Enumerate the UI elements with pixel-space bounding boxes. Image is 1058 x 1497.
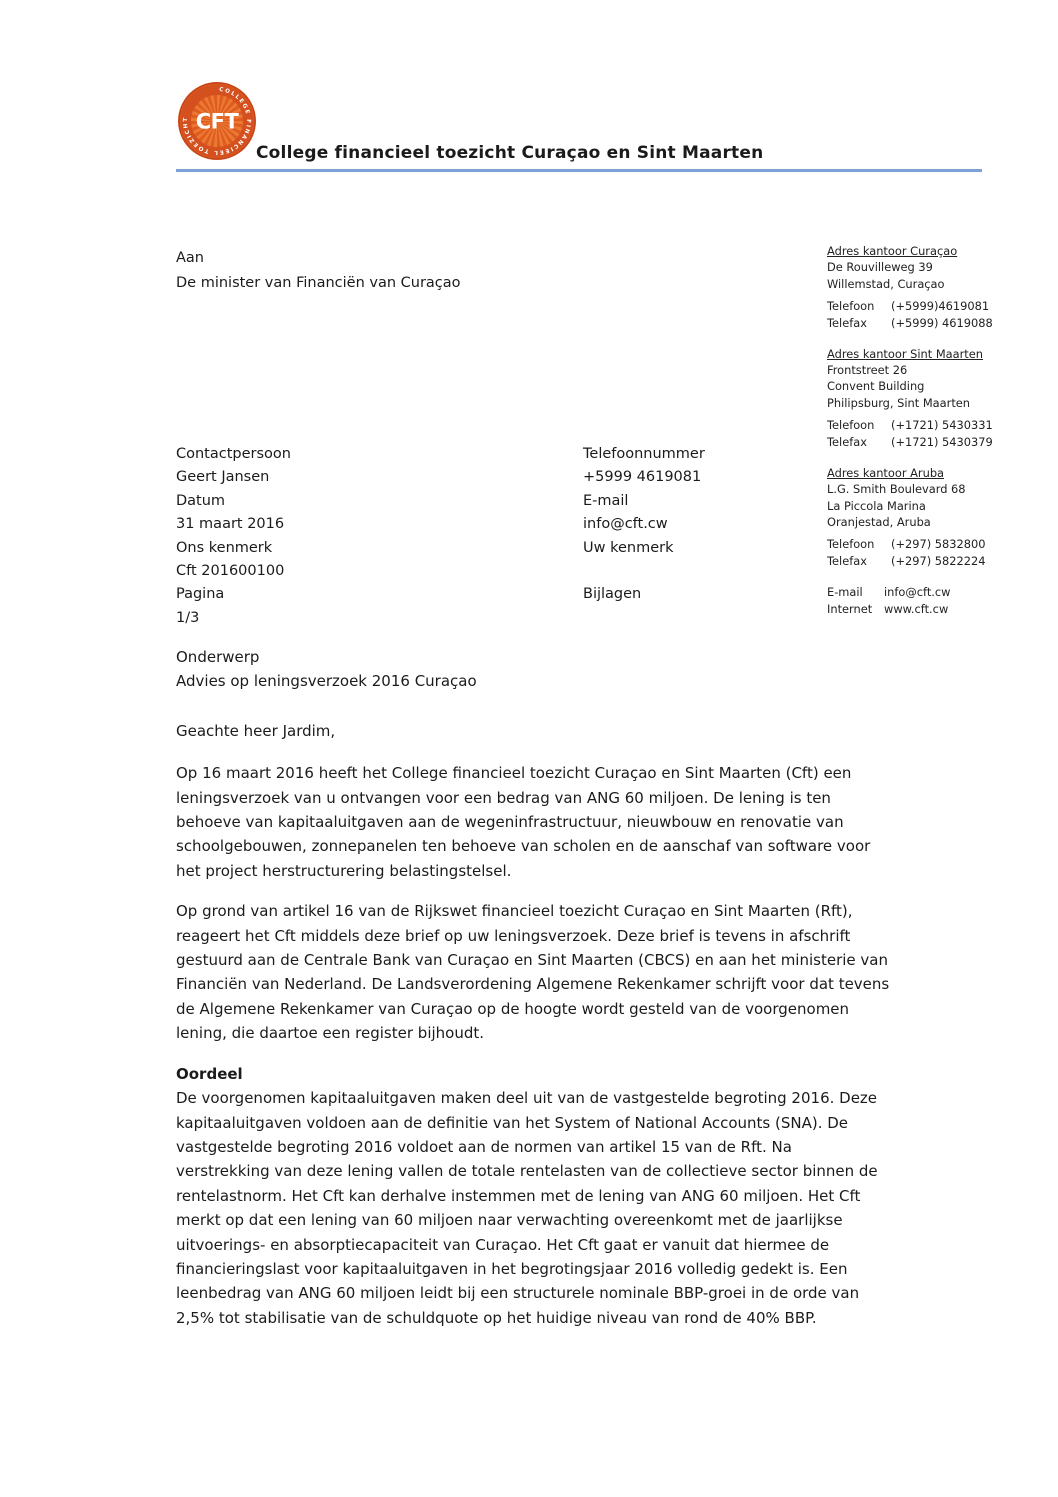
meta-label: Datum (176, 492, 226, 509)
office-address-line: Philipsburg, Sint Maarten (827, 395, 971, 410)
page-title: College financieel toezicht Curaçao en Sint Maarten (256, 143, 764, 163)
salutation: Geachte heer Jardim, (176, 721, 336, 740)
meta-value (583, 607, 903, 630)
office-address-line: Frontstreet 26 (827, 363, 908, 378)
recipient-label: Aan (176, 250, 204, 266)
meta-column-left (176, 443, 566, 630)
contact-value: (+1721) 5430331 (891, 418, 993, 433)
subject-value: Advies op leningsverzoek 2016 Curaçao (176, 672, 477, 691)
header-rule (176, 169, 982, 172)
meta-label: E-mail (583, 492, 629, 509)
office-block-curacao (827, 243, 999, 332)
office-address-line: De Rouvilleweg 39 (827, 260, 933, 275)
logo-ring-text: COLLEGE FINANCIEEL TOEZICHT (182, 86, 252, 156)
meta-column-right (583, 443, 903, 630)
body-paragraph-2: Op grond van artikel 16 van de Rijkswet financieel toezicht Curaçao en Sint Maarten (Rft), reageert het Cft middels deze brief op uw leningsverzoek. Deze brief is tevens in afschrift gestuurd aan de Centrale Bank van Curaçao en Sint Maarten (CBCS) en aan het ministerie van Financiën van Nederland. De Landsverordening Algemene Rekenkamer schrijft voor dat tevens de Algemene Rekenkamer van Curaçao op de hoogte wordt gesteld van de voorgenomen lening, die daartoe een register bijhoudt. (176, 902, 890, 1043)
office-title: Adres kantoor Aruba (827, 466, 945, 481)
section-heading-oordeel: Oordeel (176, 1064, 243, 1083)
subject-label: Onderwerp (176, 648, 260, 666)
meta-label: Bijlagen (583, 586, 642, 603)
office-title: Adres kantoor Sint Maarten (827, 346, 983, 361)
contact-value: (+5999)4619081 (891, 298, 990, 313)
logo-abbr: CFT (195, 109, 239, 134)
office-contact-row (827, 315, 999, 332)
letter-body (176, 645, 890, 1330)
meta-value: 1/3 (176, 609, 200, 626)
contact-label: E-mail (827, 585, 863, 600)
contact-label: Telefax (827, 315, 867, 330)
contact-value: www.cft.cw (884, 602, 949, 617)
recipient-block (176, 246, 461, 295)
office-title: Adres kantoor Curaçao (827, 244, 958, 258)
contact-label: Telefoon (827, 537, 875, 552)
contact-label: Internet (827, 602, 873, 617)
office-contact-row (827, 298, 999, 315)
logo-overlay (178, 82, 256, 160)
body-paragraph-1: Op 16 maart 2016 heeft het College financieel toezicht Curaçao en Sint Maarten (Cft) een leningsverzoek van u ontvangen voor een bedrag van ANG 60 miljoen. De lening is ten behoeve van kapitaaluitgaven aan de wegeninfrastructuur, nieuwbouw en renovatie van schoolgebouwen, zonnepanelen ten behoeve van scholen en de aanschaf van software voor het project herstructurering belastingstelsel. (176, 764, 871, 880)
meta-value: Geert Jansen (176, 469, 270, 486)
contact-value: (+5999) 4619088 (891, 315, 993, 330)
contact-value: (+1721) 5430379 (891, 435, 993, 450)
office-contacts (827, 298, 999, 332)
meta-label: Ons kenmerk (176, 539, 273, 556)
office-address-line: Oranjestad, Aruba (827, 514, 931, 529)
office-contact-row (827, 417, 999, 434)
meta-label: Contactpersoon (176, 446, 291, 462)
contact-value: (+297) 5832800 (891, 537, 986, 552)
meta-label: Uw kenmerk (583, 539, 674, 556)
meta-value: Cft 201600100 (176, 562, 285, 579)
office-address-line: Willemstad, Curaçao (827, 276, 945, 291)
contact-value: info@cft.cw (884, 585, 951, 600)
contact-value: (+297) 5822224 (891, 554, 986, 569)
contact-label: Telefoon (827, 418, 875, 433)
meta-value: 31 maart 2016 (176, 516, 285, 533)
office-address-line: L.G. Smith Boulevard 68 (827, 482, 966, 497)
meta-value: +5999 4619081 (583, 469, 702, 486)
cft-logo (178, 82, 256, 160)
office-address-line: Convent Building (827, 379, 925, 394)
contact-label: Telefax (827, 435, 867, 450)
office-block-sint-maarten (827, 346, 999, 451)
contact-label: Telefax (827, 554, 867, 569)
body-paragraph-3: De voorgenomen kapitaaluitgaven maken deel uit van de vastgestelde begroting 2016. Deze kapitaaluitgaven voldoen aan de definitie van het System of National Accounts (SNA). De vastgestelde begroting 2016 voldoet aan de normen van artikel 15 van de Rft. Na verstrekking van deze lening vallen de totale rentelasten van de collectieve sector binnen de rentelastnorm. Het Cft kan derhalve instemmen met de lening van ANG 60 miljoen. Het Cft merkt op dat een lening van 60 miljoen naar verwachting overeenkomt met de jaarlijkse uitvoerings- en absorptiecapaciteit van Curaçao. Het Cft gaat er vanuit dat hiermee de financieringslast voor kapitaaluitgaven in het begrotingsjaar 2016 volledig gedekt is. Een leenbedrag van ANG 60 miljoen leidt bij een structurele nominale BBP-groei in de orde van 2,5% tot stabilisatie van de schuldquote op het huidige niveau van rond de 40% BBP. (176, 1089, 878, 1327)
recipient-name: De minister van Financiën van Curaçao (176, 274, 461, 291)
office-address-line: La Piccola Marina (827, 498, 926, 513)
contact-label: Telefoon (827, 298, 875, 313)
meta-value (583, 560, 903, 583)
meta-value: info@cft.cw (583, 516, 668, 533)
meta-label: Telefoonnummer (583, 446, 705, 462)
meta-label: Pagina (176, 586, 225, 603)
